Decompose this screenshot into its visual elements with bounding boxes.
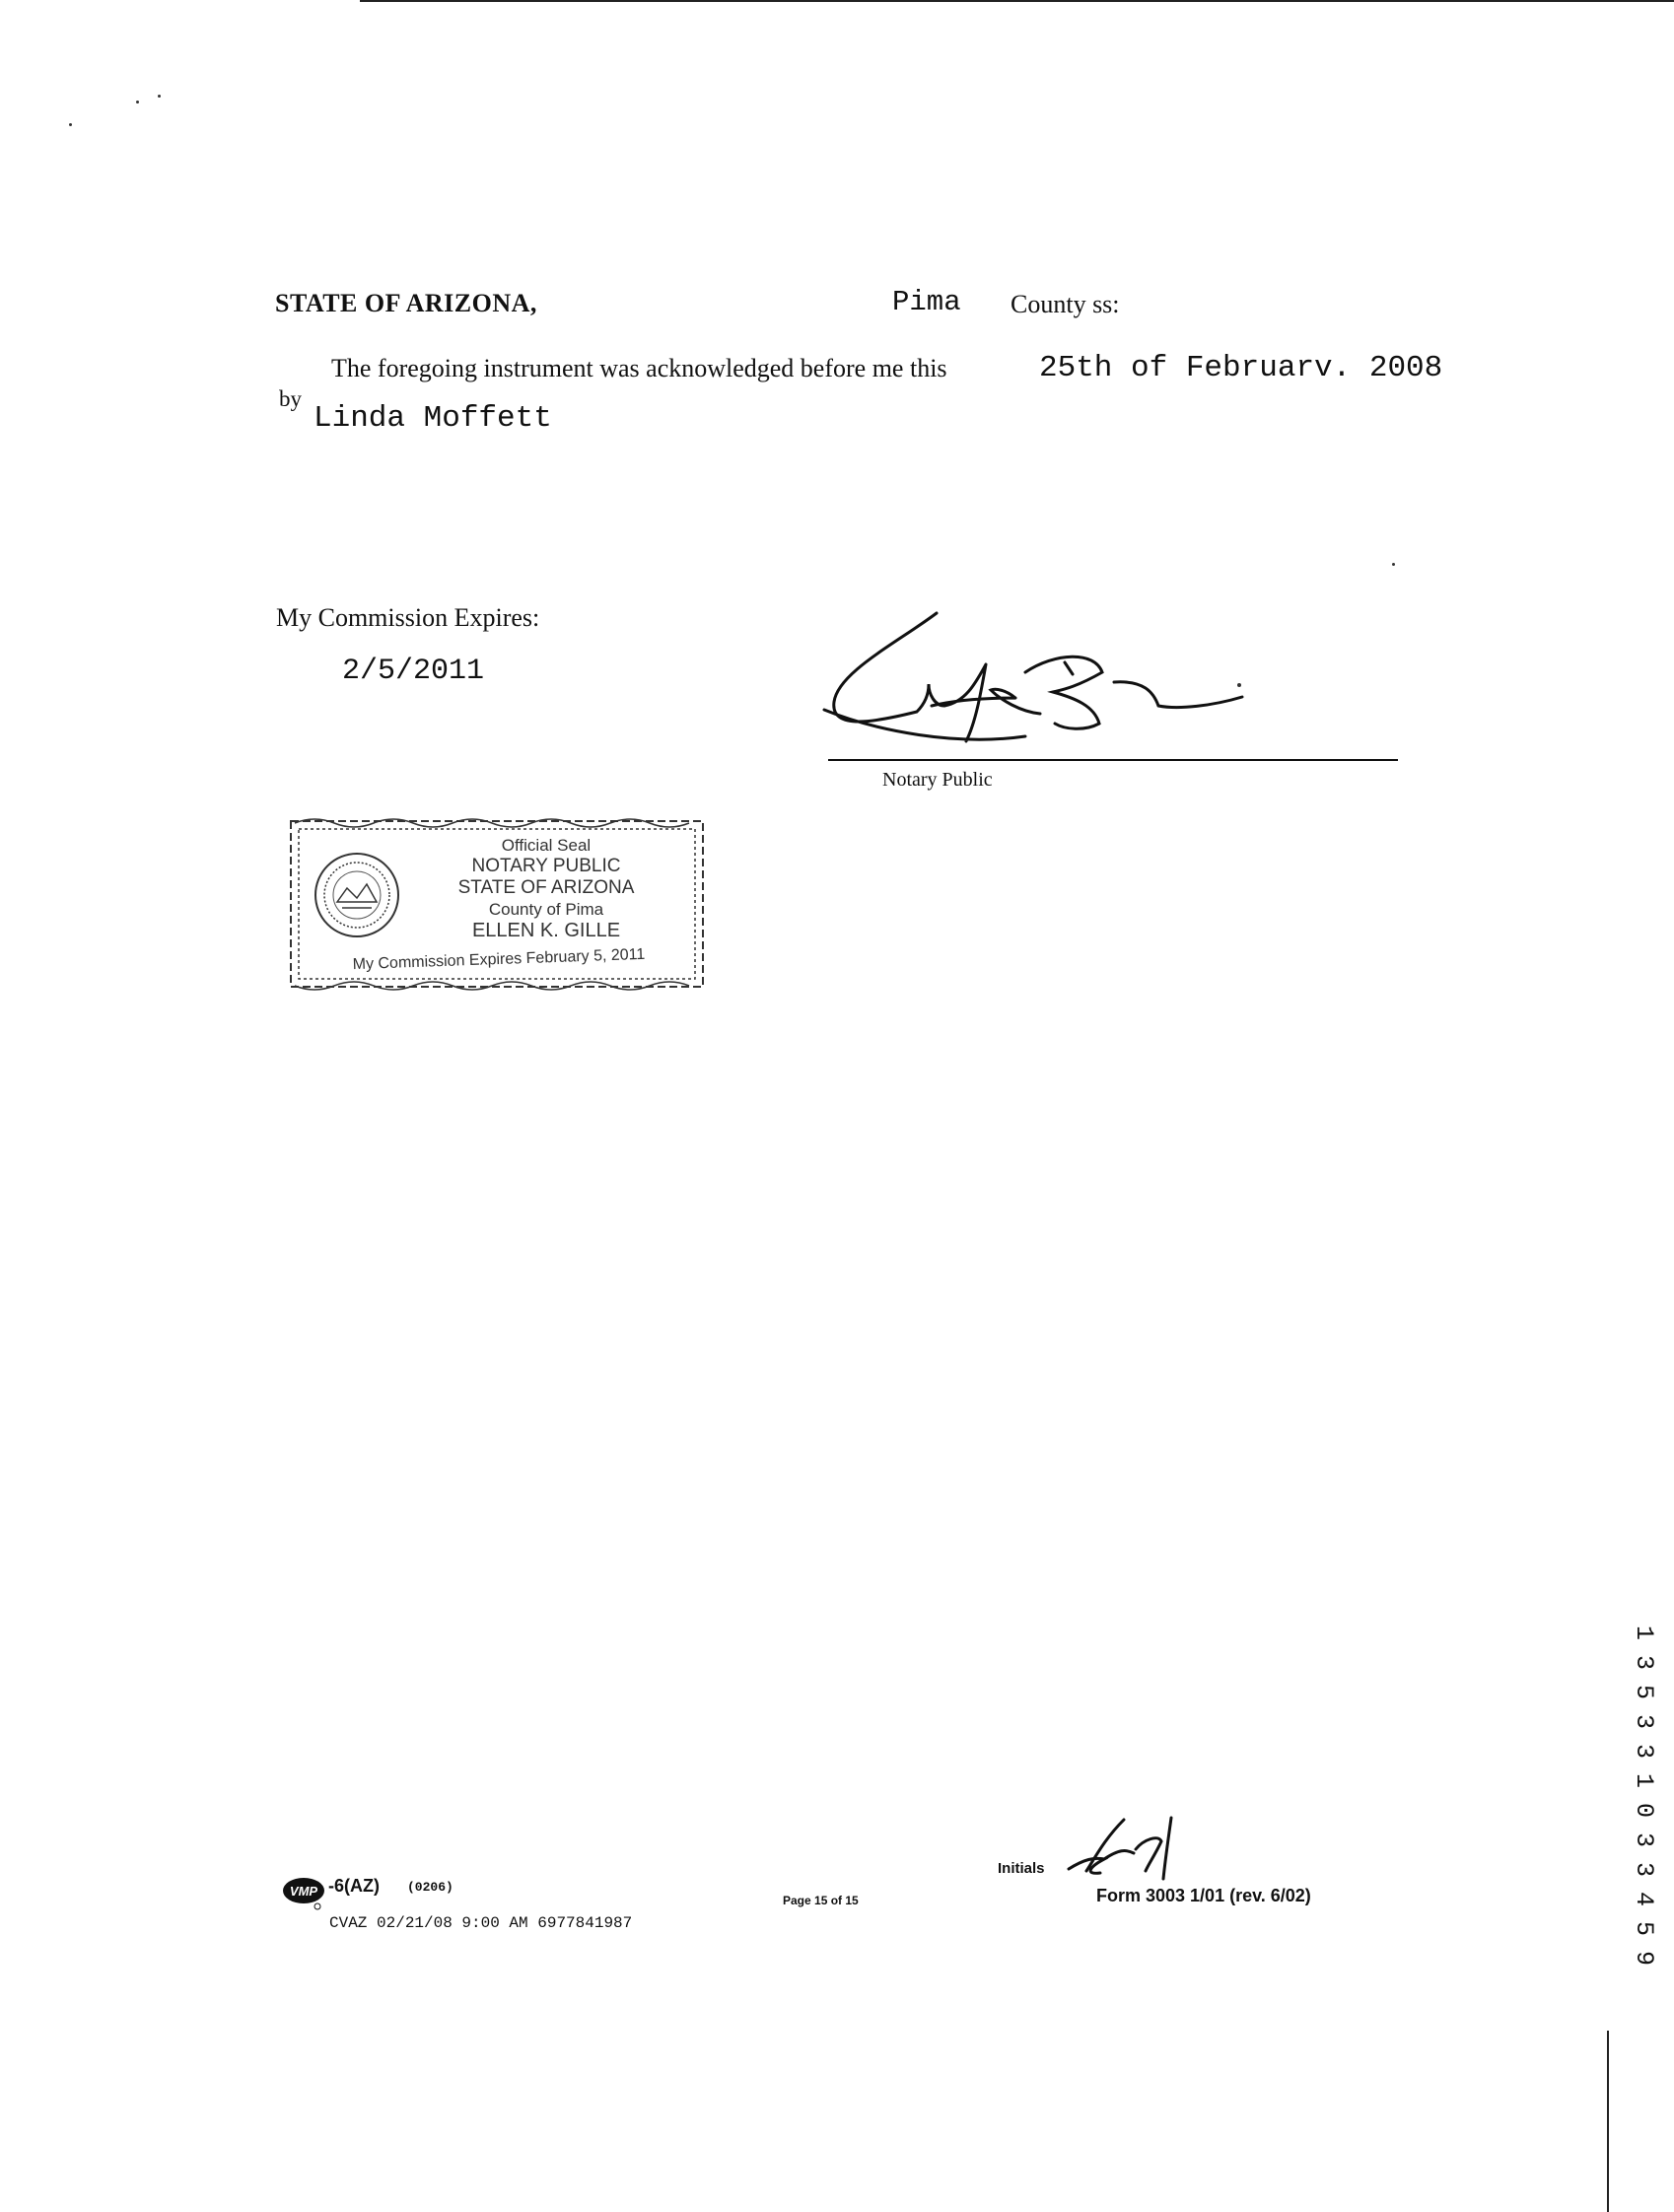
seal-county-text: County of Pima (488, 900, 604, 919)
form-code: -6(AZ) (328, 1876, 380, 1896)
seal-notary-text: NOTARY PUBLIC (471, 856, 621, 876)
page-number: Page 15 of 15 (783, 1894, 859, 1907)
form-identifier: Form 3003 1/01 (rev. 6/02) (1096, 1886, 1311, 1905)
scan-speck (1392, 563, 1395, 566)
notary-seal (285, 813, 709, 996)
top-border-line (360, 0, 1674, 2)
notary-public-label: Notary Public (882, 769, 993, 791)
scan-speck (69, 123, 72, 126)
acknowledgment-date: 25th of Februarv. 2008 (1039, 351, 1443, 385)
initials-label: Initials (998, 1860, 1045, 1877)
form-code-version: (0206) (407, 1880, 453, 1895)
initials-signature (1065, 1810, 1213, 1889)
signature-line (828, 759, 1398, 761)
acknowledgment-statement: The foregoing instrument was acknowledged before me this (331, 354, 947, 382)
seal-state-text: STATE OF ARIZONA (457, 877, 635, 898)
side-reference-number: 1 3 5 3 3 1 0 3 3 4 5 9 (1630, 1625, 1658, 1967)
commission-expires-label: My Commission Expires: (276, 603, 540, 632)
notary-signature (818, 603, 1291, 781)
scan-speck (136, 101, 139, 104)
seal-notary-name: ELLEN K. GILLE (471, 920, 621, 941)
seal-commission-text: My Commission Expires February 5, 2011 (352, 945, 646, 974)
document-timestamp: CVAZ 02/21/08 9:00 AM 6977841987 (329, 1914, 633, 1932)
state-heading: STATE OF ARIZONA, (275, 289, 537, 317)
county-name: Pima (892, 286, 961, 318)
county-label: County ss: (1011, 290, 1120, 318)
vmp-logo-text: VMP (289, 1884, 318, 1899)
commission-expires-date: 2/5/2011 (342, 655, 485, 688)
signer-name: Linda Moffett (314, 401, 552, 436)
vmp-logo-icon (282, 1877, 325, 1910)
scan-speck (158, 95, 161, 98)
right-edge-line (1607, 2031, 1609, 2212)
by-label: by (279, 386, 302, 411)
seal-official-text: Official Seal (501, 836, 592, 855)
